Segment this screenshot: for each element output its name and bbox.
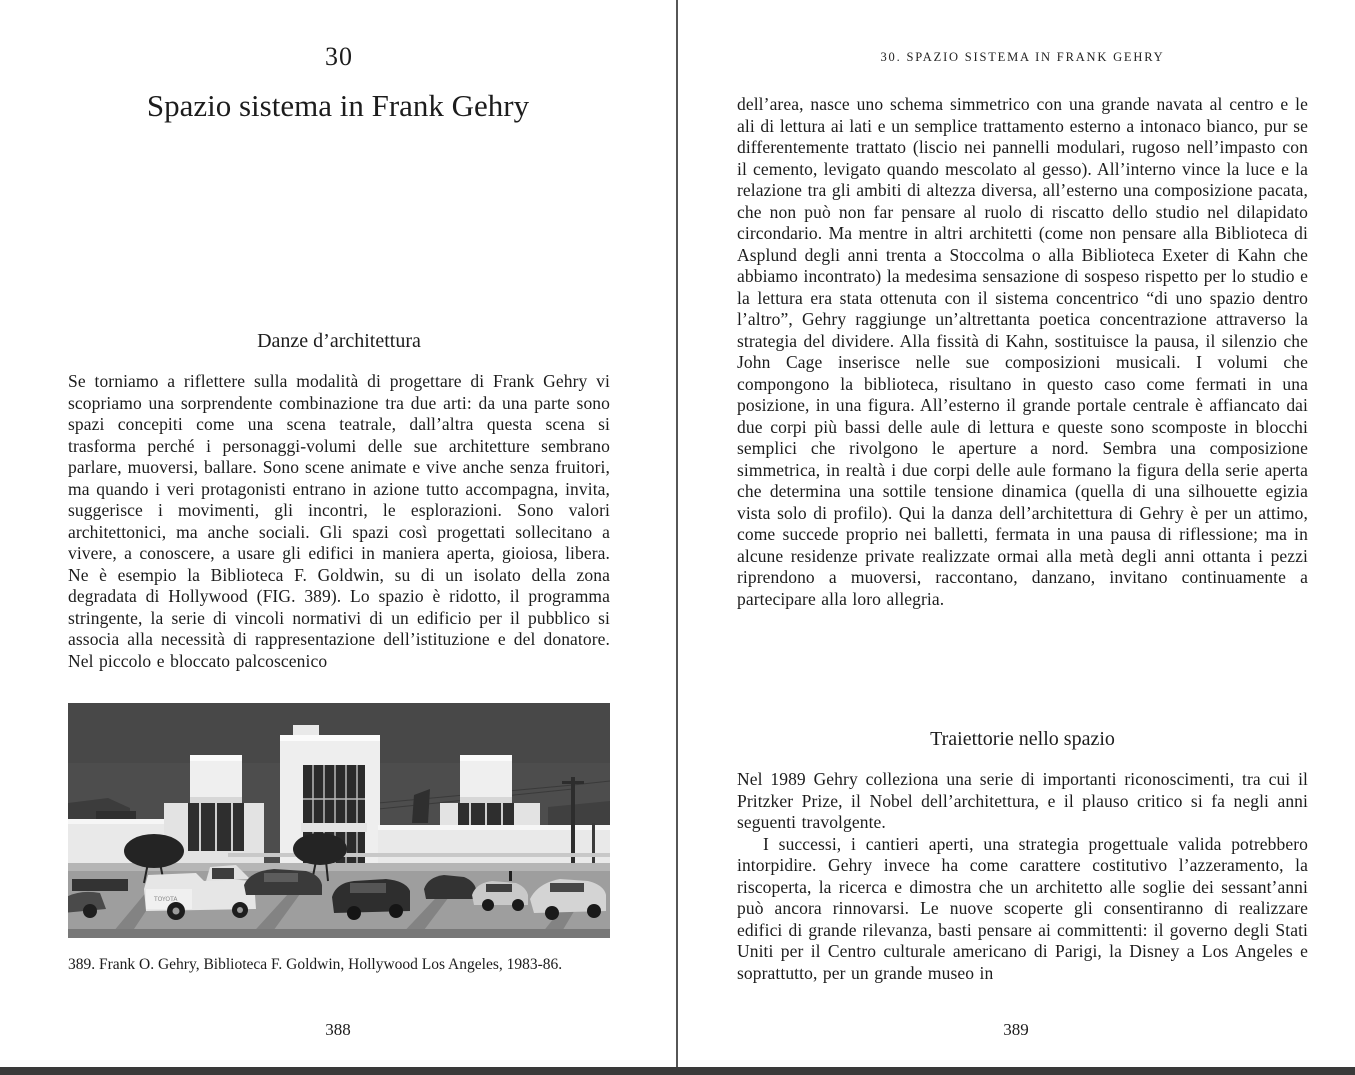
chapter-title: Spazio sistema in Frank Gehry	[146, 88, 530, 123]
body-paragraph-right-1: dell’area, nasce uno schema simmetrico con una grande navata al centro e le ali di lettura ai lati e un semplice trattamento esterno a intonaco bianco, pur se differentemente trattato (liscio nei pannelli modulari, rugoso nell’impasto con il cemento, levigato quando mescolato al gesso). All’interno vince la luce e la relazione tra gli ambiti di altezza diversa, all’esterno una composizione pacata, che non può non far pensare al ruolo di riscatto dello studio nel dilapidato circondario. Ma mentre in altri architetti (come non pensare alla Biblioteca di Asplund degli anni trenta a Stoccolma o alla Biblioteca Exeter di Kahn che abbiamo incontrato) la medesima sensazione di sospeso rispetto per lo studio e la lettura era stata ottenuta con il sistema concentrico “di uno spazio dentro l’altro”, Gehry raggiunge un’altrettanta poetica concentrazione attraverso la strategia del dividere. Alla fissità di Kahn, sostituisce la pausa, il silenzio che John Cage inserisce nelle sue composizioni musicali. I volumi che compongono la biblioteca, risultano in questo caso come fermati in una posizione, in una figura. All’esterno il grande portale centrale è affiancato dai due corpi più bassi delle aule di lettura e queste sono scomposte in blocchi semplici che rivolgono le aperture a nord. Sembra una composizione simmetrica, in realtà i due corpi delle aule formano la figura della serie aperta che determina una sottile tensione dinamica (quella di una silhouette egizia vista solo di profilo). Qui la danza dell’architettura di Gehry è per un attimo, come succede proprio nei balletti, fermata in una pausa di riflessione; ma in alcune residenze private realizzate ormai alla metà degli anni ottanta i pezzi riprendono a muoversi, raccontano, danzano, invitano continuamente a partecipare alla loro allegria.	[737, 94, 1308, 609]
chapter-number: 30	[325, 42, 353, 71]
figure-photo-goldwin-library	[68, 703, 610, 938]
svg-text:TOYOTA: TOYOTA	[154, 896, 178, 903]
page-number-left: 388	[325, 1020, 351, 1039]
paragraph-i-successi: I successi, i cantieri aperti, una strategia progettuale valida potrebbero intorpidire. Gehry invece ha come carattere costitutivo l’azzeramento, la riscoperta, la ricerca e dimostra che un architetto alle soglie dei sessant’anni può ancora rinnovarsi. Le nuove scoperte gli consentiranno di realizzare edifici di grande rilevanza, basti pensare ai committenti: il governo degli Stati Uniti per il Centro culturale americano di Parigi, la Disney a Los Angeles e soprattutto, per un grande museo in	[737, 833, 1308, 983]
body-paragraph-left: Se torniamo a riflettere sulla modalità di progettare di Frank Gehry vi scopriamo una sorprendente combinazione tra due arti: da una parte sono spazi concepiti come una scena teatrale, dall’altra questa scena si trasforma perché i personaggi-volumi delle sue architetture sembrano parlare, muoversi, ballare. Sono scene animate e vive anche senza fruitori, ma quando i veri protagonisti entrano in azione tutto accompagna, invita, suggerisce i movimenti, gli incontri, le esplorazioni. Sono valori architettonici, ma anche sociali. Gli spazi così progettati sollecitano a vivere, a conoscere, a usare gli edifici in maniera aperta, gioiosa, libera. Ne è esempio la Biblioteca F. Goldwin, su di un isolato della zona degradata di Hollywood (FIG. 389). Lo spazio è ridotto, il programma stringente, la serie di vincoli normativi di un edificio per il pubblico si associa alla necessità di rappresentazione dell’istituzione e del donatore. Nel piccolo e bloccato palcoscenico	[68, 371, 610, 671]
paragraph-nel-1989: Nel 1989 Gehry colleziona una serie di importanti riconoscimenti, tra cui il Pritzker Prize, il Nobel dell’architettura, e il plauso critico si fa negli anni seguenti travolgente.	[737, 769, 1308, 832]
page-left	[0, 0, 676, 1075]
section-heading-traiettorie: Traiettorie nello spazio	[930, 728, 1115, 750]
bottom-edge-bar	[0, 1067, 1355, 1075]
page-right	[677, 0, 1355, 1075]
section-heading-danze: Danze d’architettura	[257, 330, 421, 352]
page-divider-line	[676, 0, 678, 1067]
figure-caption: 389. Frank O. Gehry, Biblioteca F. Goldwin, Hollywood Los Angeles, 1983-86.	[68, 956, 563, 973]
page-number-right: 389	[1003, 1020, 1029, 1039]
body-paragraph-right-2	[737, 769, 1308, 984]
running-header: 30. SPAZIO SISTEMA IN FRANK GEHRY	[880, 50, 1165, 64]
